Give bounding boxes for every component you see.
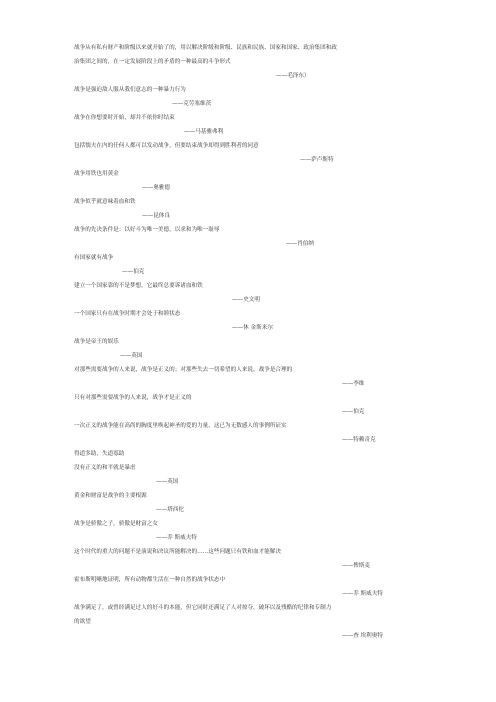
text-line-7: 战争似乎就意味着血和铁	[74, 199, 136, 205]
text-line-1: 战争从有私有财产和阶级以来就开始了的，用以解决阶级和阶级、民族和民族、国家和国家、政治集团和政	[74, 45, 337, 51]
text-line-11: 一个国家只有在战争时期才会处于和睦状态	[74, 311, 181, 317]
text-line-23: 的欲望	[74, 619, 91, 625]
attribution-15: ——英国	[156, 479, 179, 485]
attribution-10: ——休 金斯米尔	[232, 325, 273, 331]
text-line-22: 战争满足了，或曾经满足过人的好斗的本能，但它同时还满足了人对掠夺，破坏以及残酷的纪律和专制力	[74, 605, 332, 611]
attribution-8: ——伯克	[122, 269, 145, 275]
attribution-18: ——俾斯麦	[342, 563, 370, 569]
text-line-3: 战争是强迫敌人服从我们意志的一种暴力行为	[74, 87, 186, 93]
attribution-11: ——英国	[120, 353, 143, 359]
attribution-12: ——李维	[342, 381, 365, 387]
text-line-8: 战争的先决条件是：以好斗为唯一美德，以求和为唯一耻辱	[74, 227, 220, 233]
text-line-4: 战争在你想要时开始，却并不依你时结束	[74, 115, 175, 121]
text-line-5: 包括懦夫在内的任何人都可以发动战争，但要结束战争却得到胜利者的同意	[74, 143, 259, 149]
text-line-15: 一次正义的战争能在高尚的胸度里唤起神圣的爱的力量，这已为无数感人的事例所证实	[74, 423, 287, 429]
text-line-13: 对那些需要战争的人来说，战争是正义的；对那些失去一切希望的人来说，战争是合理的	[74, 367, 293, 373]
attribution-7: ——肖伯纳	[286, 241, 314, 247]
attribution-3: ——马基雅弗利	[184, 129, 224, 135]
text-line-2: 治集团之间的，在一定发展阶段上的矛盾的一种最高的斗争形式	[74, 59, 231, 65]
text-line-21: 霍布斯明晰地证明，所有动物都生活在一种自然的战争状态中	[74, 577, 226, 583]
text-line-12: 战争是帝王的娱乐	[74, 339, 119, 345]
attribution-2: ——克劳塞维茨	[172, 101, 212, 107]
text-line-9: 有国家就有战争	[74, 255, 114, 261]
attribution-5: ——奥雅德	[142, 185, 170, 191]
text-line-14: 只有对那些需要战争的人来说，战争才是正义的	[74, 395, 192, 401]
attribution-9: ——史文明	[232, 297, 260, 303]
text-line-20: 这个时代的重大的问题不是演说和决议所能解决的……这些问题只有铁和血才能解决	[74, 549, 281, 555]
attribution-13: ——伯克	[342, 409, 365, 415]
attribution-16: ——塔西佗	[156, 507, 184, 513]
text-line-10: 建立一个国家靠的不是梦想，它最终总要诉诸血和铁	[74, 283, 203, 289]
attribution-4: ——萨卢斯特	[300, 157, 334, 163]
attribution-14: ——特赖奇克	[342, 437, 376, 443]
text-line-6: 战争用铁也用黄金	[74, 171, 119, 177]
text-line-18: 黄金和财富是战争的主要根源	[74, 493, 147, 499]
attribution-6: ——昆体良	[142, 213, 170, 219]
text-line-16: 得道多助，失道寡助	[74, 451, 125, 457]
attribution-17: ——乔 斯威夫特	[156, 535, 197, 541]
attribution-1: ——毛泽东）	[276, 73, 310, 79]
attribution-20: ——查 埃利奥特	[342, 633, 383, 639]
attribution-19: ——乔 斯威夫特	[342, 591, 383, 597]
text-line-17: 没有正义的和平就是暴虐	[74, 465, 136, 471]
text-line-19: 战争是骄傲之子，骄傲是财富之女	[74, 521, 158, 527]
